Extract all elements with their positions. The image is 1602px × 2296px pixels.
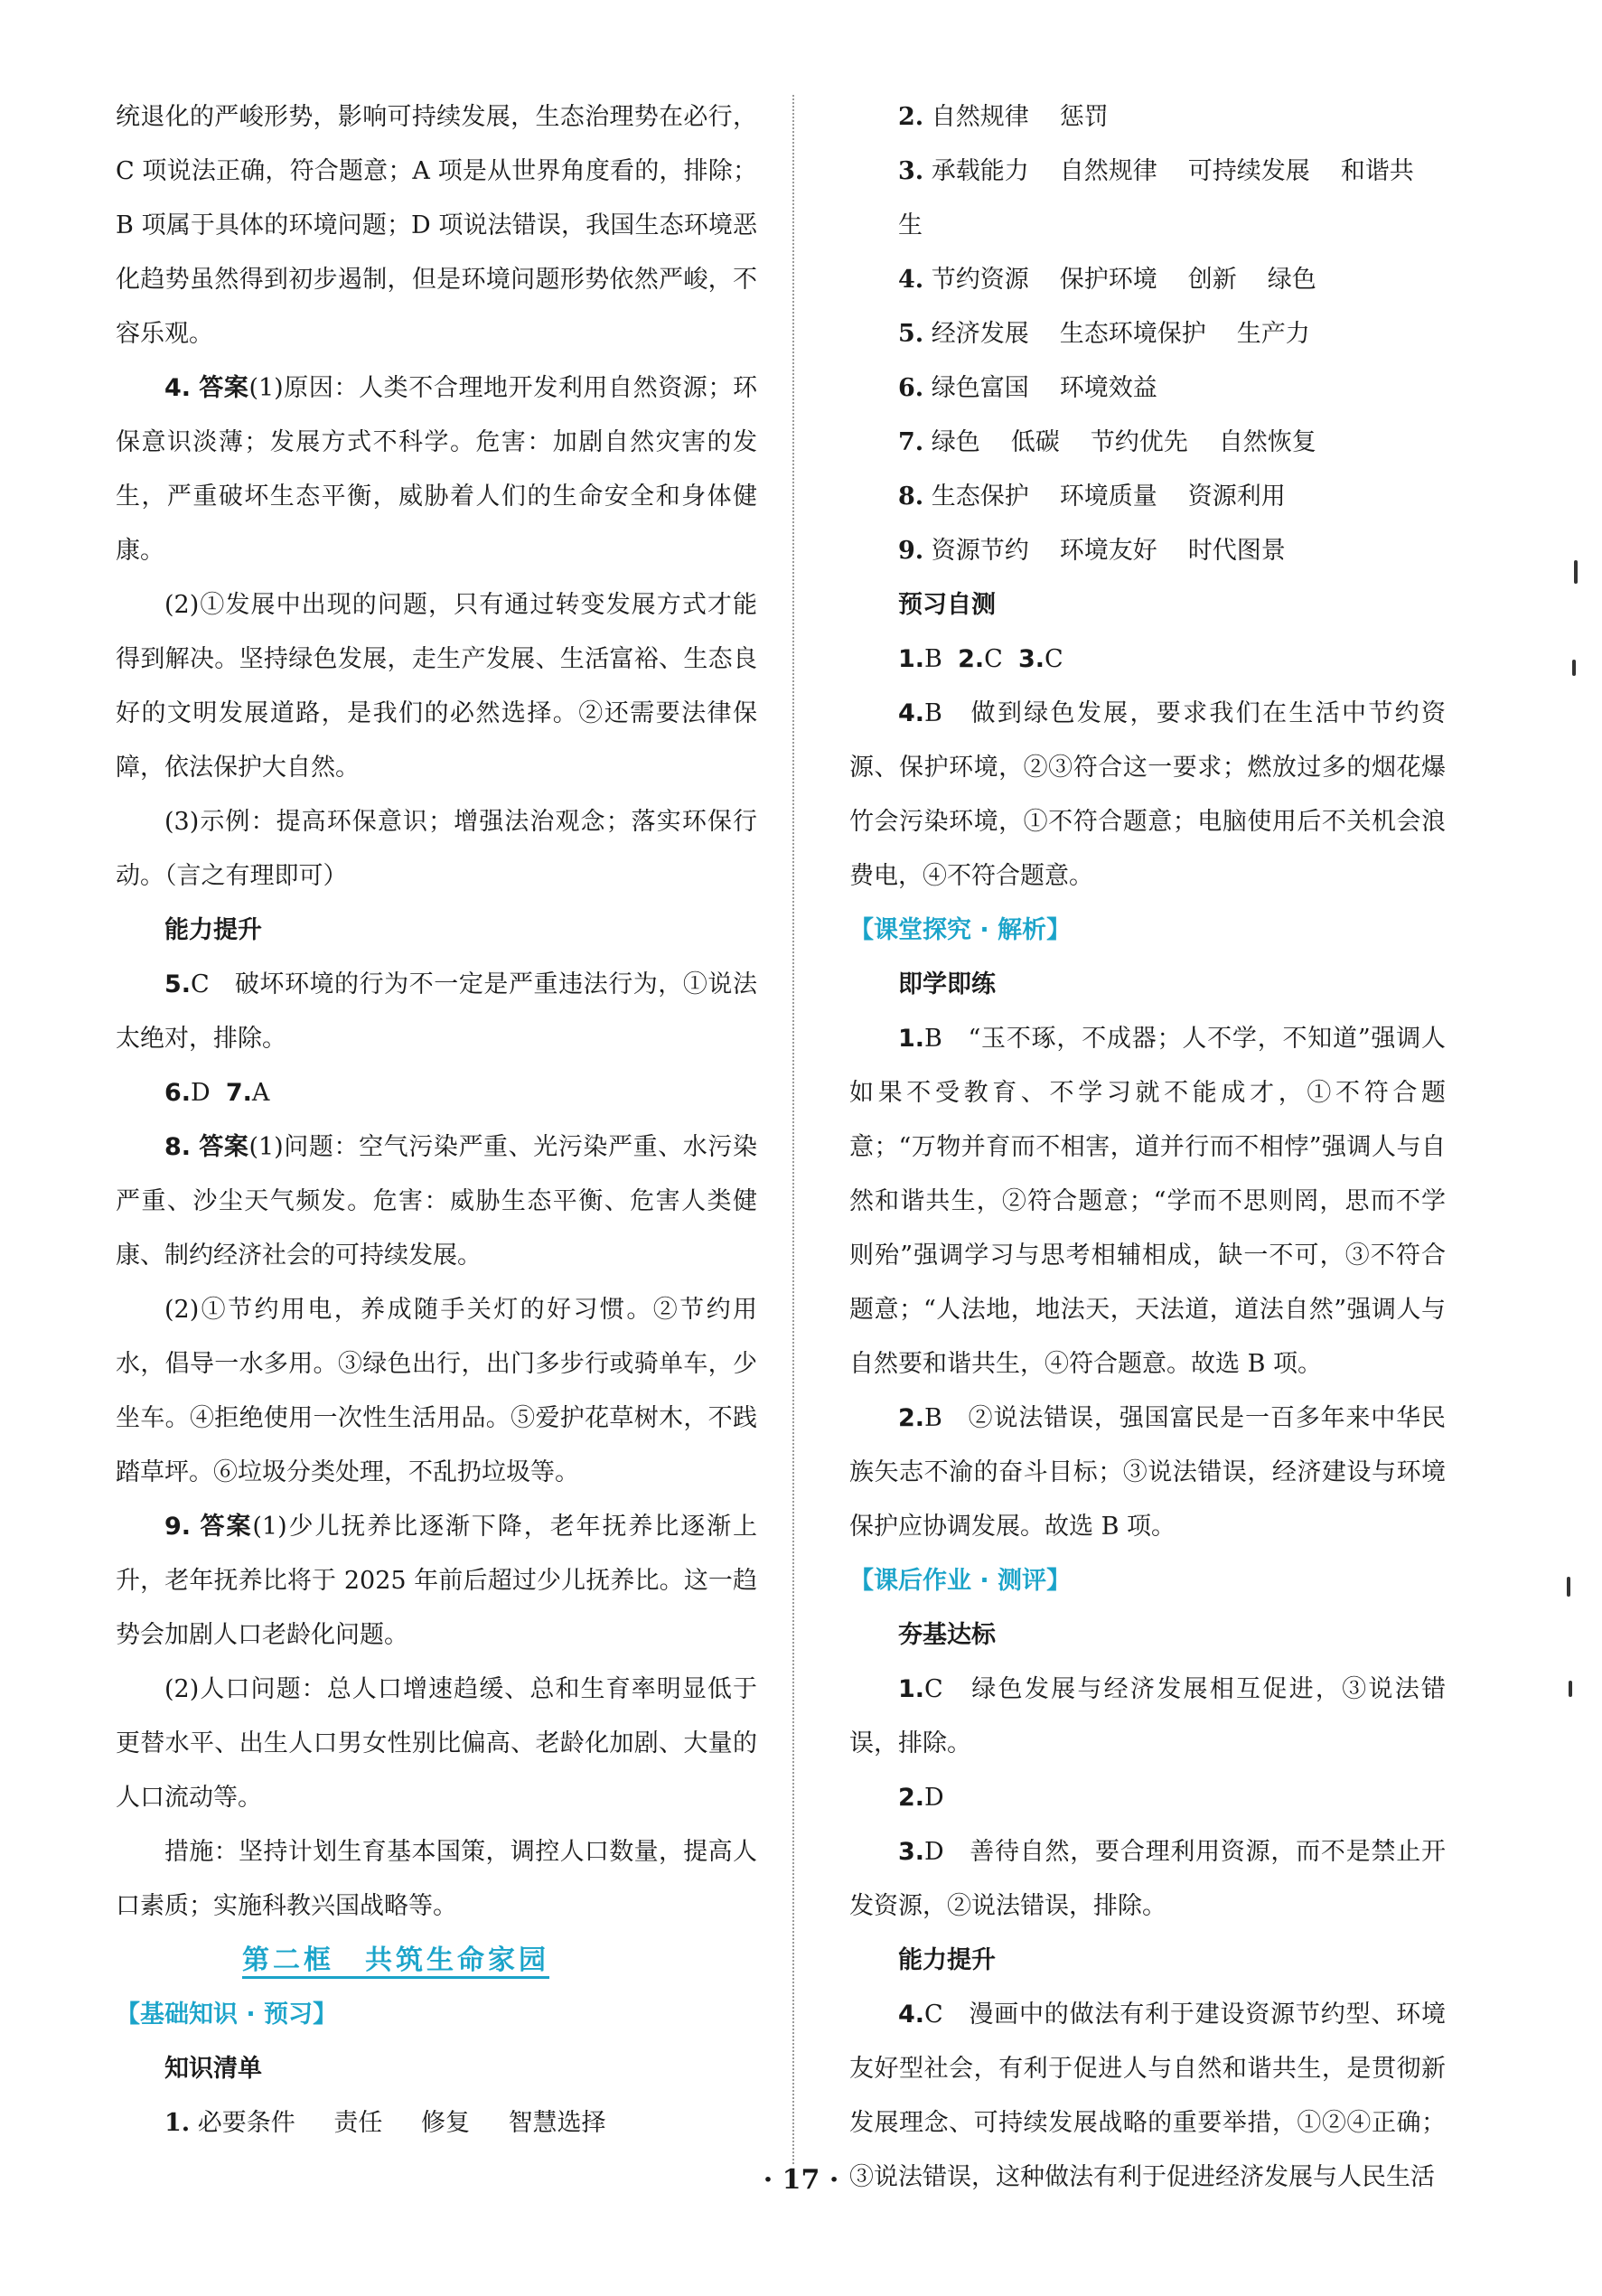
self-test-1-3 [849, 633, 1446, 687]
page-number: · 17 · [763, 2164, 839, 2196]
badge-basic-knowledge: 【基础知识 · 预习】 [116, 2001, 338, 2029]
knowledge-list [849, 90, 1446, 578]
homework-1 [849, 1663, 1446, 1771]
knowledge-term: 智慧选择 [508, 2109, 606, 2137]
knowledge-term: 节约资源 [931, 266, 1029, 294]
heading-foundation: 夯基达标 [898, 1621, 996, 1649]
hw4-number: 4. [898, 2001, 925, 2029]
heading-knowledge-list: 知识清单 [164, 2055, 262, 2083]
knowledge-term: 自然规律 [1059, 157, 1157, 185]
q7-answer: A [251, 1079, 270, 1107]
knowledge-item-number: 2. [898, 103, 924, 131]
knowledge-term: 保护环境 [1059, 266, 1157, 294]
answer-6-7 [116, 1066, 757, 1120]
q7-number: 7. [225, 1079, 252, 1107]
pr1-text: B “玉不琢，不成器；人不学，不知道”强调人如果不受教育、不学习就不能成才，①不符合题意；“万物并育而不相害，道并行而不相悖”强调人与自然和谐共生，②符合题意；“学而不思则罔，思而不学则殆”强调学习与思考相辅相成，缺一不可，③不符合题意；“人法地，地法天，天法道，道法自然”强调人与自然要和谐共生，④符合题意。故选 B 项。 [849, 1025, 1446, 1378]
knowledge-term: 自然恢复 [1218, 428, 1316, 456]
knowledge-term: 环境效益 [1059, 374, 1157, 402]
knowledge-term: 低碳 [1010, 428, 1060, 456]
q4-answer-text: (1)原因：人类不合理地开发利用自然资源；环保意识淡薄；发展方式不科学。危害：加剧自然灾害的发生，严重破坏生态平衡，威胁着人们的生命安全和身体健康。 [116, 374, 758, 565]
knowledge-term: 生产力 [1236, 320, 1310, 348]
knowledge-term: 生态环境保护 [1059, 320, 1206, 348]
knowledge-term: 和谐共生 [898, 157, 1414, 239]
knowledge-item-number: 4. [898, 266, 924, 294]
knowledge-term: 自然规律 [931, 103, 1029, 131]
knowledge-item-number: 7. [898, 428, 924, 456]
knowledge-term: 惩罚 [1059, 103, 1109, 131]
pr2-number: 2. [898, 1404, 925, 1432]
homework-3 [849, 1825, 1446, 1934]
knowledge-item [849, 145, 1446, 253]
knowledge-item-1 [116, 2096, 757, 2151]
q8-number: 8. [164, 1133, 192, 1161]
st4-text: B 做到绿色发展，要求我们在生活中节约资源、保护环境，②③符合这一要求；燃放过多的烟花爆竹会污染环境，①不符合题意；电脑使用后不关机会浪费电，④不符合题意。 [849, 699, 1446, 890]
knowledge-item [849, 361, 1446, 416]
badge-homework: 【课后作业 · 测评】 [849, 1567, 1072, 1595]
st2-number: 2. [958, 645, 985, 673]
hw2-number: 2. [898, 1784, 925, 1812]
heading-self-test: 预习自测 [898, 591, 996, 619]
knowledge-term: 修复 [420, 2109, 470, 2137]
st1-number: 1. [898, 645, 925, 673]
answer-9-part-3: 措施：坚持计划生育基本国策，调控人口数量，提高人口素质；实施科教兴国战略等。 [116, 1838, 757, 1920]
scan-mark [1569, 1681, 1572, 1697]
knowledge-term: 承载能力 [931, 157, 1029, 185]
knowledge-term: 绿色富国 [931, 374, 1029, 402]
q9-answer-text: (1)少儿抚养比逐渐下降，老年抚养比逐渐上升，老年抚养比将于 2025 年前后超过少儿抚养比。这一趋势会加剧人口老龄化问题。 [116, 1513, 757, 1649]
knowledge-item-number: 5. [898, 320, 924, 348]
knowledge-term: 责任 [333, 2109, 383, 2137]
q8-answer-label: 答案 [199, 1133, 249, 1161]
answer-4-part-3: (3)示例：提高环保意识；增强法治观念；落实环保行动。（言之有理即可） [116, 808, 757, 890]
knowledge-item-number: 1. [164, 2109, 191, 2137]
knowledge-item [849, 470, 1446, 524]
st1-answer: B [924, 645, 942, 673]
q4-answer-label: 答案 [199, 374, 249, 402]
st4-number: 4. [898, 699, 925, 727]
hw1-text: C 绿色发展与经济发展相互促进，③说法错误，排除。 [849, 1675, 1446, 1757]
q6-answer: D [191, 1079, 211, 1107]
knowledge-term: 生态保护 [931, 483, 1029, 511]
knowledge-term: 绿色 [931, 428, 980, 456]
knowledge-term: 必要条件 [197, 2109, 295, 2137]
answer-8-part-1 [116, 1120, 757, 1283]
homework-2 [849, 1771, 1446, 1825]
knowledge-term: 经济发展 [931, 320, 1029, 348]
paragraph-continuation: 统退化的严峻形势，影响可持续发展，生态治理势在必行，C 项说法正确，符合题意；A 项是从世界角度看的，排除；B 项属于具体的环境问题；D 项说法错误，我国生态环境恶化趋势虽然得到初步遏制，但是环境问题形势依然严峻，不容乐观。 [116, 103, 757, 348]
q9-number: 9. [164, 1513, 192, 1541]
knowledge-item-number: 9. [898, 537, 924, 565]
scan-mark [1572, 660, 1576, 676]
knowledge-term: 资源利用 [1187, 483, 1286, 511]
badge-basic-label: 基础知识 · 预习 [140, 2001, 314, 2029]
knowledge-term: 环境友好 [1059, 537, 1157, 565]
knowledge-item [849, 90, 1446, 145]
hw2-text: D [924, 1784, 944, 1812]
scan-mark [1567, 1577, 1570, 1597]
knowledge-item-number: 3. [898, 157, 924, 185]
column-divider [792, 95, 794, 2164]
knowledge-item [849, 524, 1446, 578]
practice-1 [849, 1012, 1446, 1392]
knowledge-item [849, 307, 1446, 361]
right-column [849, 90, 1446, 2205]
left-column [116, 90, 757, 2151]
heading-practice: 即学即练 [898, 970, 996, 998]
scan-mark [1574, 560, 1578, 584]
answer-4-part-2: (2)①发展中出现的问题，只有通过转变发展方式才能得到解决。坚持绿色发展，走生产发展、生活富裕、生态良好的文明发展道路，是我们的必然选择。②还需要法律保障，依法保护大自然。 [116, 591, 757, 782]
q5-number: 5. [164, 970, 192, 998]
answer-9-part-2: (2)人口问题：总人口增速趋缓、总和生育率明显低于更替水平、出生人口男女性别比偏高、老龄化加剧、大量的人口流动等。 [116, 1675, 757, 1812]
pr2-text: B ②说法错误，强国富民是一百多年来中华民族矢志不渝的奋斗目标；③说法错误，经济建设与环境保护应协调发展。故选 B 项。 [849, 1404, 1446, 1541]
knowledge-term: 环境质量 [1059, 483, 1157, 511]
knowledge-item [849, 416, 1446, 470]
answer-5 [116, 958, 757, 1066]
practice-2 [849, 1392, 1446, 1554]
answer-9-part-1 [116, 1500, 757, 1663]
hw4-text: C 漫画中的做法有利于建设资源节约型、环境友好型社会，有利于促进人与自然和谐共生，是贯彻新发展理念、可持续发展战略的重要举措，①②④正确；③说法错误，这种做法有利于促进经济发展与人民生活 [849, 2001, 1446, 2191]
knowledge-term: 节约优先 [1090, 428, 1188, 456]
q9-answer-label: 答案 [200, 1513, 253, 1541]
knowledge-term: 绿色 [1267, 266, 1316, 294]
badge-classroom: 【课堂探究 · 解析】 [849, 916, 1072, 944]
hw1-number: 1. [898, 1675, 925, 1703]
knowledge-item-number: 6. [898, 374, 924, 402]
answer-4-part-1 [116, 361, 757, 578]
knowledge-term: 时代图景 [1187, 537, 1286, 565]
pr1-number: 1. [898, 1025, 925, 1053]
badge-classroom-label: 课堂探究 · 解析 [874, 916, 1047, 944]
self-test-4 [849, 687, 1446, 904]
section-title: 第二框 共筑生命家园 [242, 1945, 549, 1976]
heading-ability-boost-2: 能力提升 [898, 1946, 996, 1974]
answer-8-part-2: (2)①节约用电，养成随手关灯的好习惯。②节约用水，倡导一水多用。③绿色出行，出门多步行或骑单车，少坐车。④拒绝使用一次性生活用品。⑤爱护花草树木，不践踏草坪。⑥垃圾分类处理，不乱扔垃圾等。 [116, 1296, 757, 1486]
heading-ability-boost: 能力提升 [164, 916, 262, 944]
knowledge-term: 资源节约 [931, 537, 1029, 565]
st2-answer: C [984, 645, 1003, 673]
knowledge-item-number: 8. [898, 483, 924, 511]
st3-answer: C [1045, 645, 1063, 673]
knowledge-item [849, 253, 1446, 307]
knowledge-term: 创新 [1187, 266, 1237, 294]
hw3-text: D 善待自然，要合理利用资源，而不是禁止开发资源，②说法错误，排除。 [849, 1838, 1446, 1920]
st3-number: 3. [1017, 645, 1045, 673]
badge-homework-label: 课后作业 · 测评 [874, 1567, 1047, 1595]
hw3-number: 3. [898, 1838, 925, 1866]
q6-number: 6. [164, 1079, 192, 1107]
knowledge-term: 可持续发展 [1187, 157, 1310, 185]
q8-answer-text: (1)问题：空气污染严重、光污染严重、水污染严重、沙尘天气频发。危害：威胁生态平衡、危害人类健康、制约经济社会的可持续发展。 [116, 1133, 758, 1270]
q5-text: C 破坏环境的行为不一定是严重违法行为，①说法太绝对，排除。 [116, 970, 757, 1053]
q4-number: 4. [164, 374, 192, 402]
